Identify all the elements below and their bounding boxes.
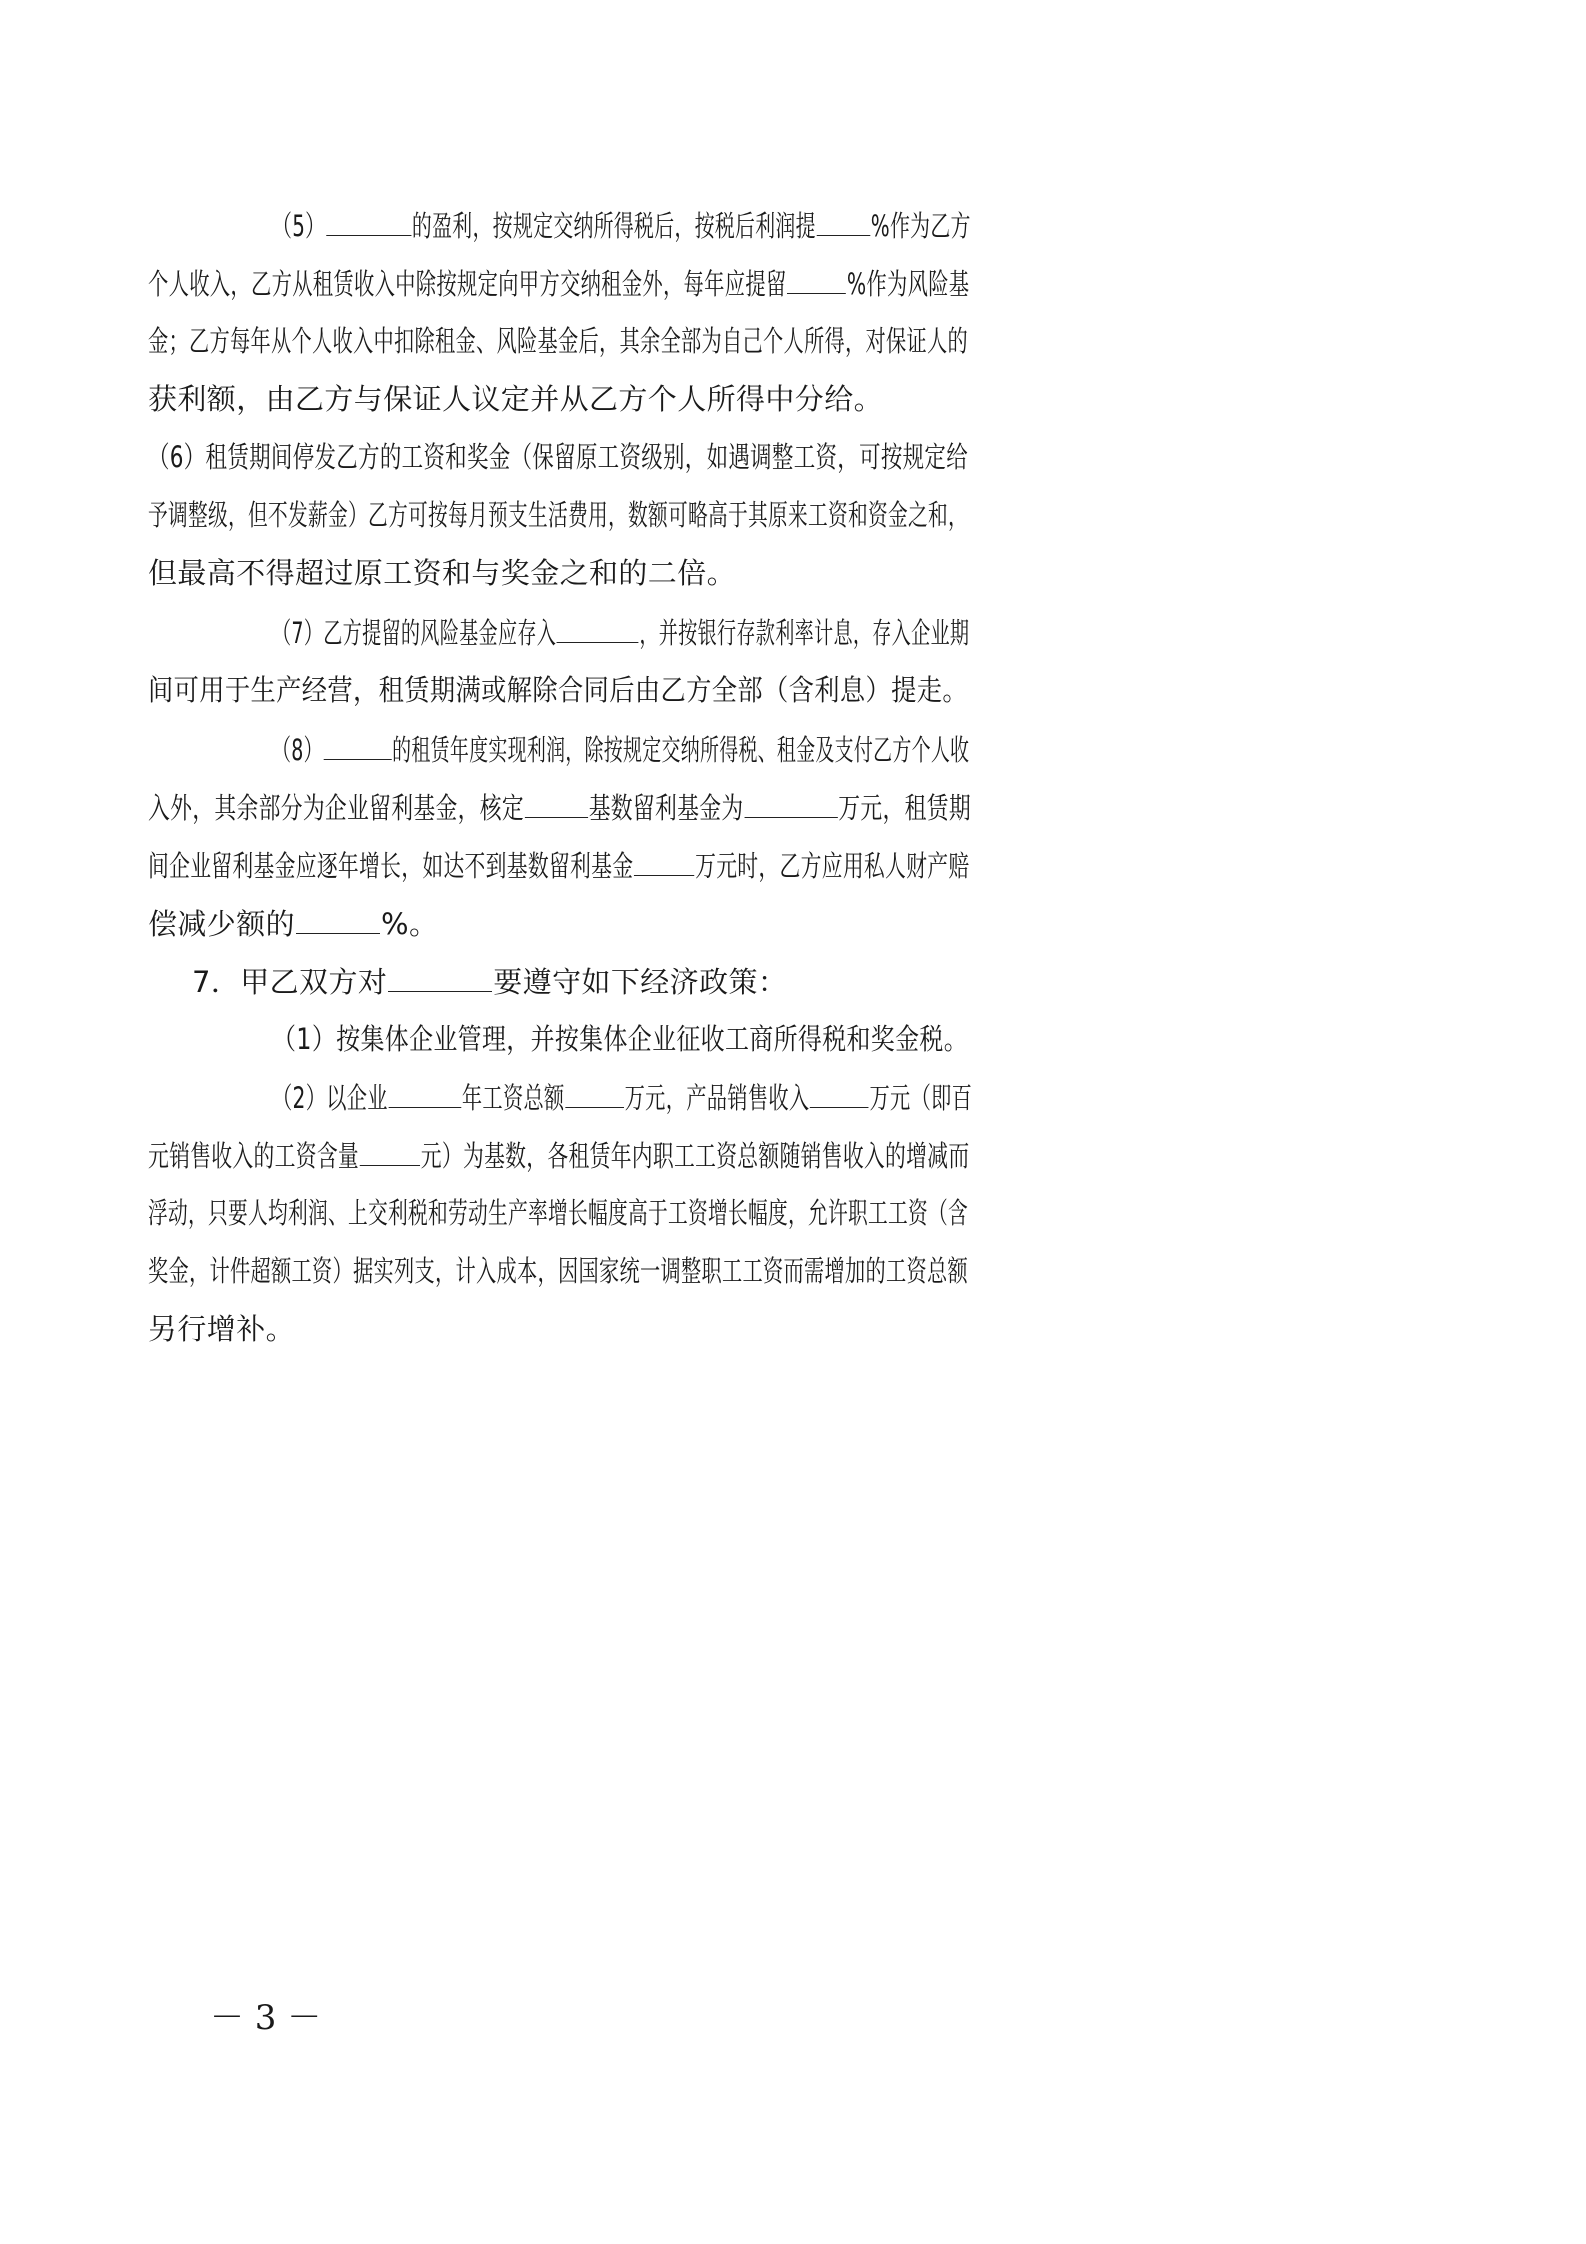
fill-in-blank xyxy=(557,612,639,643)
fill-in-blank xyxy=(388,961,492,992)
text-line xyxy=(19,670,1401,710)
fill-in-blank xyxy=(787,263,846,294)
text-line xyxy=(0,553,1586,593)
text-segment: 间企业留利基金应逐年增长，如达不到基数留利基金 xyxy=(148,849,634,883)
text-line xyxy=(37,787,1230,828)
text-segment: （2）以企业 xyxy=(272,1081,388,1115)
text-line xyxy=(94,729,1132,770)
text-segment: 入外，其余部分为企业留利基金，核定 xyxy=(148,791,524,825)
text-line xyxy=(44,263,1155,304)
text-line xyxy=(82,1077,1190,1118)
fill-in-blank xyxy=(296,903,380,934)
text-line xyxy=(47,495,1126,535)
text-segment: 金；乙方每年从个人收入中扣除租金、风险基金后，其余全部为自己个人所得，对保证人的 xyxy=(148,324,968,358)
fill-in-blank xyxy=(360,1135,420,1166)
text-segment: （5） xyxy=(272,209,326,243)
text-segment: 间可用于生产经营，租赁期满或解除合同后由乙方全部（含利息）提走。 xyxy=(148,673,968,707)
text-line xyxy=(38,437,1213,477)
text-segment: 要遵守如下经济政策： xyxy=(493,965,788,999)
text-segment: 另行增补。 xyxy=(148,1312,296,1346)
fill-in-blank xyxy=(326,205,411,236)
text-segment: （6）租赁期间停发乙方的工资和奖金（保留原工资级别，如遇调整工资，可按规定给 xyxy=(148,440,968,474)
fill-in-blank xyxy=(634,845,694,876)
text-segment: 奖金，计件超额工资）据实列支，计入成本，因国家统一调整职工工资而需增加的工资总额 xyxy=(148,1254,968,1288)
text-segment: 基数留利基金为 xyxy=(588,791,744,825)
fill-in-blank xyxy=(525,787,588,818)
text-line xyxy=(47,1193,1126,1233)
text-line xyxy=(42,845,1180,886)
text-line xyxy=(45,321,1151,361)
text-segment: 元销售收入的工资含量 xyxy=(148,1139,360,1173)
text-segment: 予调整级，但不发薪金）乙方可按每月预支生活费用，数额可略高于其原来工资和资金之和， xyxy=(148,498,968,532)
text-line xyxy=(42,1135,1180,1176)
text-line xyxy=(0,379,1586,419)
text-line xyxy=(47,1019,1358,1059)
text-segment: %作为乙方 xyxy=(870,209,971,243)
text-segment: 的盈利，按规定交纳所得税后，按税后利润提 xyxy=(411,209,816,243)
text-segment: （8） xyxy=(272,733,323,767)
fill-in-blank xyxy=(816,205,870,236)
text-segment: （7）乙方提留的风险基金应存入 xyxy=(272,616,557,650)
fill-in-blank xyxy=(389,1077,462,1108)
text-segment: 7．甲乙双方对 xyxy=(192,965,388,999)
fill-in-blank xyxy=(810,1077,869,1108)
text-line xyxy=(45,1251,1151,1291)
fill-in-blank xyxy=(744,787,837,818)
text-segment: 年工资总额 xyxy=(461,1081,565,1115)
text-line xyxy=(0,961,1586,1002)
text-segment: 万元（即百 xyxy=(869,1081,973,1115)
text-segment: 浮动，只要人均利润、上交利税和劳动生产率增长幅度高于工资增长幅度，允许职工工资（含 xyxy=(148,1196,968,1230)
text-segment: 获利额，由乙方与保证人议定并从乙方个人所得中分给。 xyxy=(148,382,884,416)
fill-in-blank xyxy=(565,1077,624,1108)
text-segment: 万元，产品销售收入 xyxy=(624,1081,810,1115)
text-line xyxy=(85,205,1174,246)
text-line xyxy=(0,903,1586,944)
text-segment: 万元，租赁期 xyxy=(838,791,972,825)
fill-in-blank xyxy=(323,729,391,760)
text-segment: 偿减少额的 xyxy=(148,907,296,941)
text-segment: （1）按集体企业管理，并按集体企业征收工商所得税和奖金税。 xyxy=(272,1022,968,1056)
text-segment: ，并按银行存款利率计息，存入企业期 xyxy=(639,616,970,650)
text-segment: 但最高不得超过原工资和与奖金之和的二倍。 xyxy=(148,556,737,590)
text-segment: 的租赁年度实现利润，除按规定交纳所得税、租金及支付乙方个人收 xyxy=(392,733,970,767)
text-segment: 个人收入，乙方从租赁收入中除按规定向甲方交纳租金外，每年应提留 xyxy=(148,267,787,301)
text-segment: 万元时，乙方应用私人财产赔 xyxy=(695,849,970,883)
page-number: － 3 － xyxy=(210,1998,322,2038)
text-line xyxy=(92,612,1139,653)
text-segment: %。 xyxy=(381,907,439,941)
text-segment: %作为风险基 xyxy=(846,267,970,301)
text-line xyxy=(0,1309,1586,1349)
text-segment: 元）为基数，各租赁年内职工工资总额随销售收入的增减而 xyxy=(420,1139,970,1173)
